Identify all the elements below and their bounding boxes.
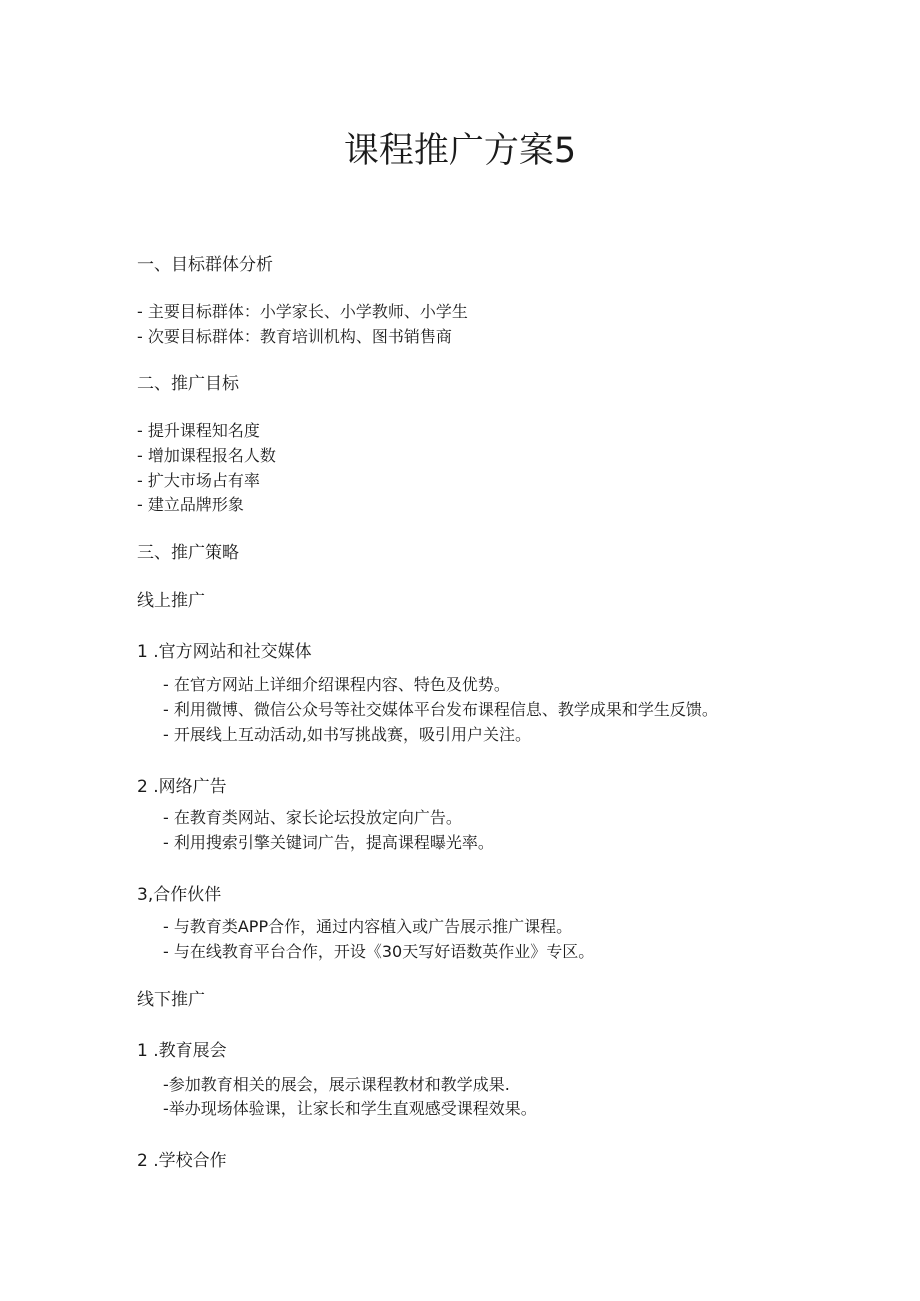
list-item: - 利用搜索引擎关键词广告，提高课程曝光率。	[163, 833, 494, 852]
group-title: 1 .官方网站和社交媒体	[137, 642, 312, 662]
list-item: - 在官方网站上详细介绍课程内容、特色及优势。	[163, 675, 510, 694]
list-item: -参加教育相关的展会，展示课程教材和教学成果.	[163, 1075, 510, 1094]
list-item: - 建立品牌形象	[137, 495, 244, 514]
list-item: - 次要目标群体：教育培训机构、图书销售商	[137, 327, 452, 346]
subsection-heading-online: 线上推广	[137, 591, 205, 611]
group-title: 2 .网络广告	[137, 777, 227, 797]
list-item: - 主要目标群体：小学家长、小学教师、小学生	[137, 302, 468, 321]
group-title: 3,合作伙伴	[137, 885, 222, 905]
document-title: 课程推广方案5	[343, 131, 577, 171]
list-item: - 开展线上互动活动,如书写挑战赛，吸引用户关注。	[163, 725, 531, 744]
list-item: - 扩大市场占有率	[137, 471, 260, 490]
list-item: -举办现场体验课，让家长和学生直观感受课程效果。	[163, 1099, 537, 1118]
group-title: 1 .教育展会	[137, 1041, 227, 1061]
subsection-heading-offline: 线下推广	[137, 990, 205, 1010]
section-heading-target-groups: 一、目标群体分析	[137, 255, 273, 275]
list-item: - 在教育类网站、家长论坛投放定向广告。	[163, 808, 462, 827]
list-item: - 与在线教育平台合作，开设《30天写好语数英作业》专区。	[163, 942, 595, 961]
list-item: - 与教育类APP合作，通过内容植入或广告展示推广课程。	[163, 917, 573, 936]
section-heading-strategy: 三、推广策略	[137, 543, 239, 563]
list-item: - 提升课程知名度	[137, 421, 260, 440]
list-item: - 增加课程报名人数	[137, 446, 276, 465]
list-item: - 利用微博、微信公众号等社交媒体平台发布课程信息、教学成果和学生反馈。	[163, 700, 718, 719]
group-title: 2 .学校合作	[137, 1151, 227, 1171]
section-heading-goals: 二、推广目标	[137, 374, 239, 394]
